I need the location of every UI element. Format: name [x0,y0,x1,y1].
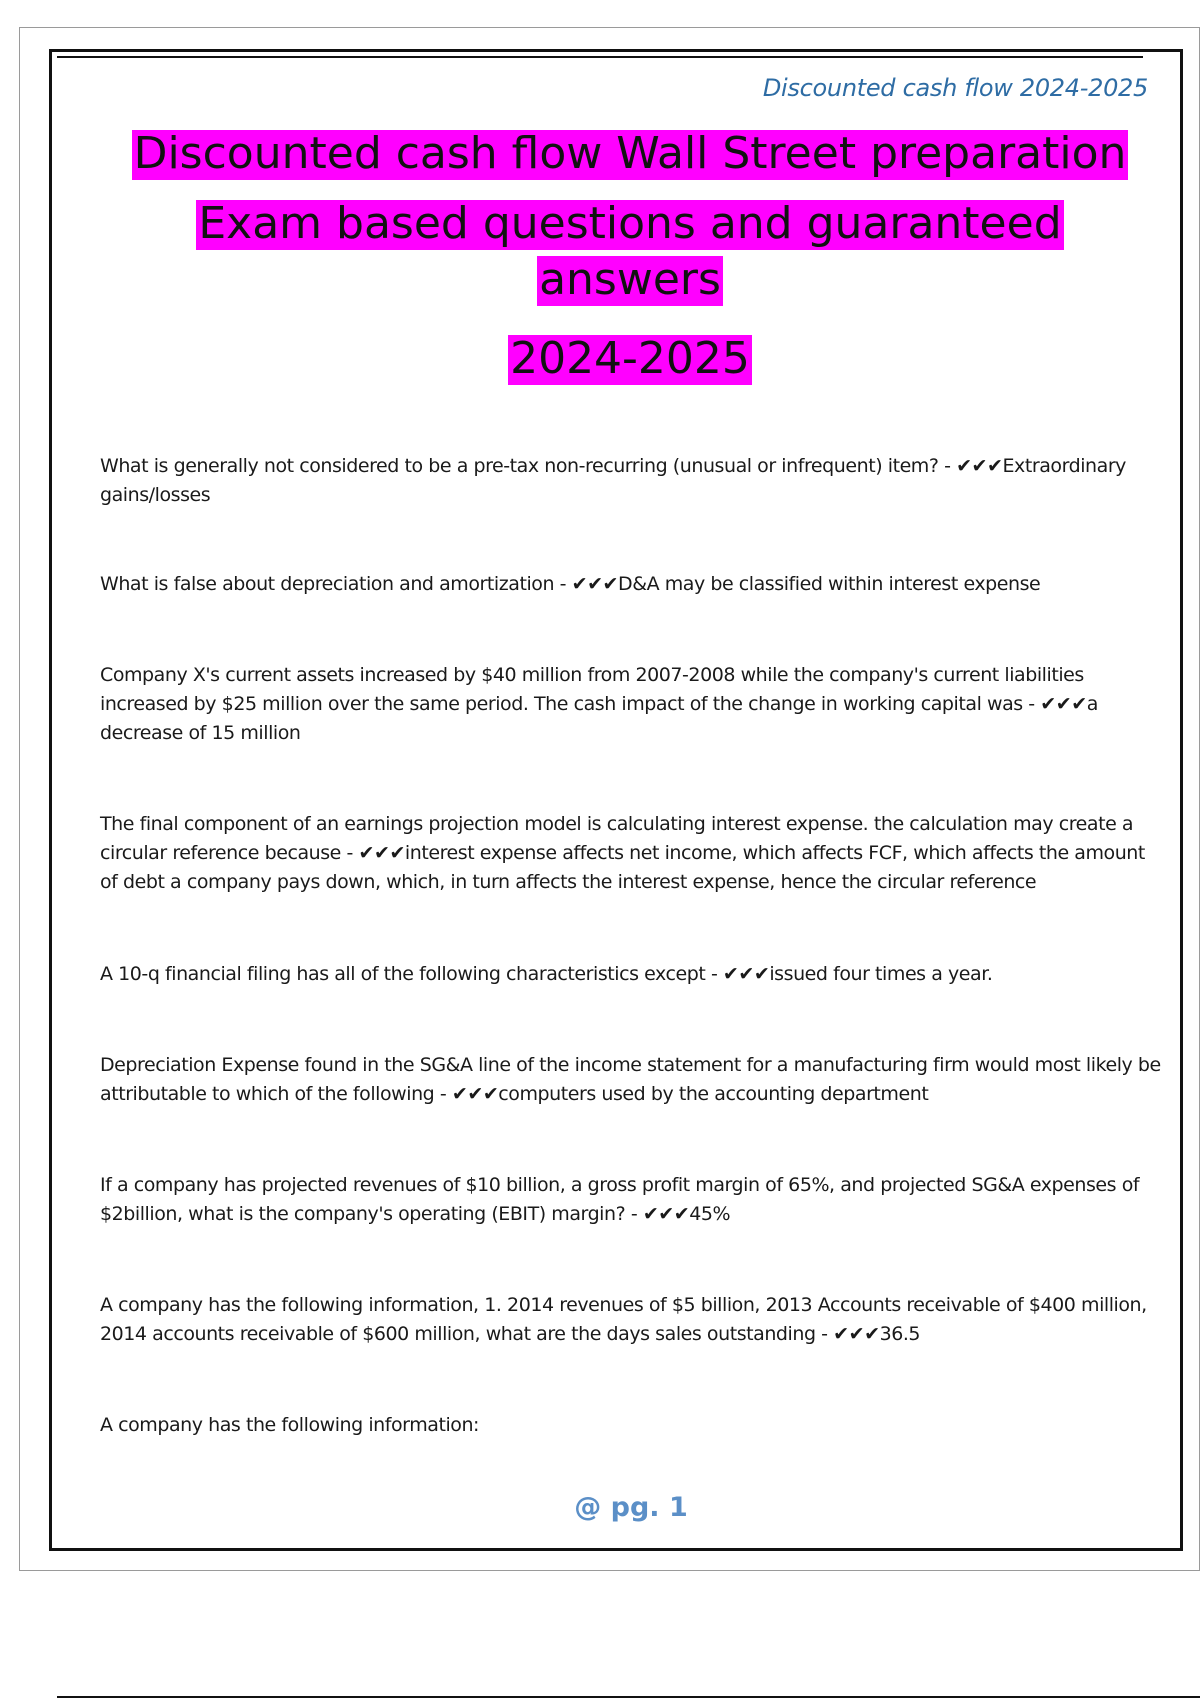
qa-item-8: A company has the following information, 1. 2014 revenues of $5 billion, 2013 Accounts receivable of $400 million, 2014 accounts receivable of $600 million, what are the days sales outstanding - ✔✔✔36.5 [100,1294,1147,1345]
qa-item-4: The final component of an earnings projection model is calculating interest expense. the calculation may create a circular reference because - ✔✔✔interest expense affects net income, which affects FCF, which affects the amount of debt a company pays down, which, in turn affects the interest expense, hence the circular reference [100,813,1145,893]
qa-item-1: What is generally not considered to be a pre-tax non-recurring (unusual or infrequent) item? - ✔✔✔Extraordinary gains/losses [100,455,1126,506]
qa-item-9: A company has the following information: [100,1414,480,1436]
page-number: @ pg. 1 [574,1492,688,1523]
title-line-2: Exam based questions and guaranteed [198,198,1062,249]
qa-item-5: A 10-q financial filing has all of the following characteristics except - ✔✔✔issued four times a year. [100,963,993,985]
qa-item-7: If a company has projected revenues of $10 billion, a gross profit margin of 65%, and projected SG&A expenses of $2billion, what is the company's operating (EBIT) margin? - ✔✔✔45% [100,1174,1140,1225]
running-header: Discounted cash flow 2024-2025 [762,74,1148,102]
title-line-1: Discounted cash flow Wall Street preparation [133,128,1127,179]
title-line-3: answers [539,254,721,305]
qa-item-3: Company X's current assets increased by $40 million from 2007-2008 while the company's current liabilities increased by $25 million over the same period. The cash impact of the change in working capital was - ✔✔✔a decrease of 15 million [100,664,1098,744]
top-rule [57,56,1143,58]
title-line-4: 2024-2025 [510,333,750,384]
next-page-top-rule [57,1696,1200,1698]
qa-item-2: What is false about depreciation and amortization - ✔✔✔D&A may be classified within interest expense [100,573,1041,595]
qa-item-6: Depreciation Expense found in the SG&A line of the income statement for a manufacturing firm would most likely be attributable to which of the following - ✔✔✔computers used by the accounting department [100,1054,1161,1105]
